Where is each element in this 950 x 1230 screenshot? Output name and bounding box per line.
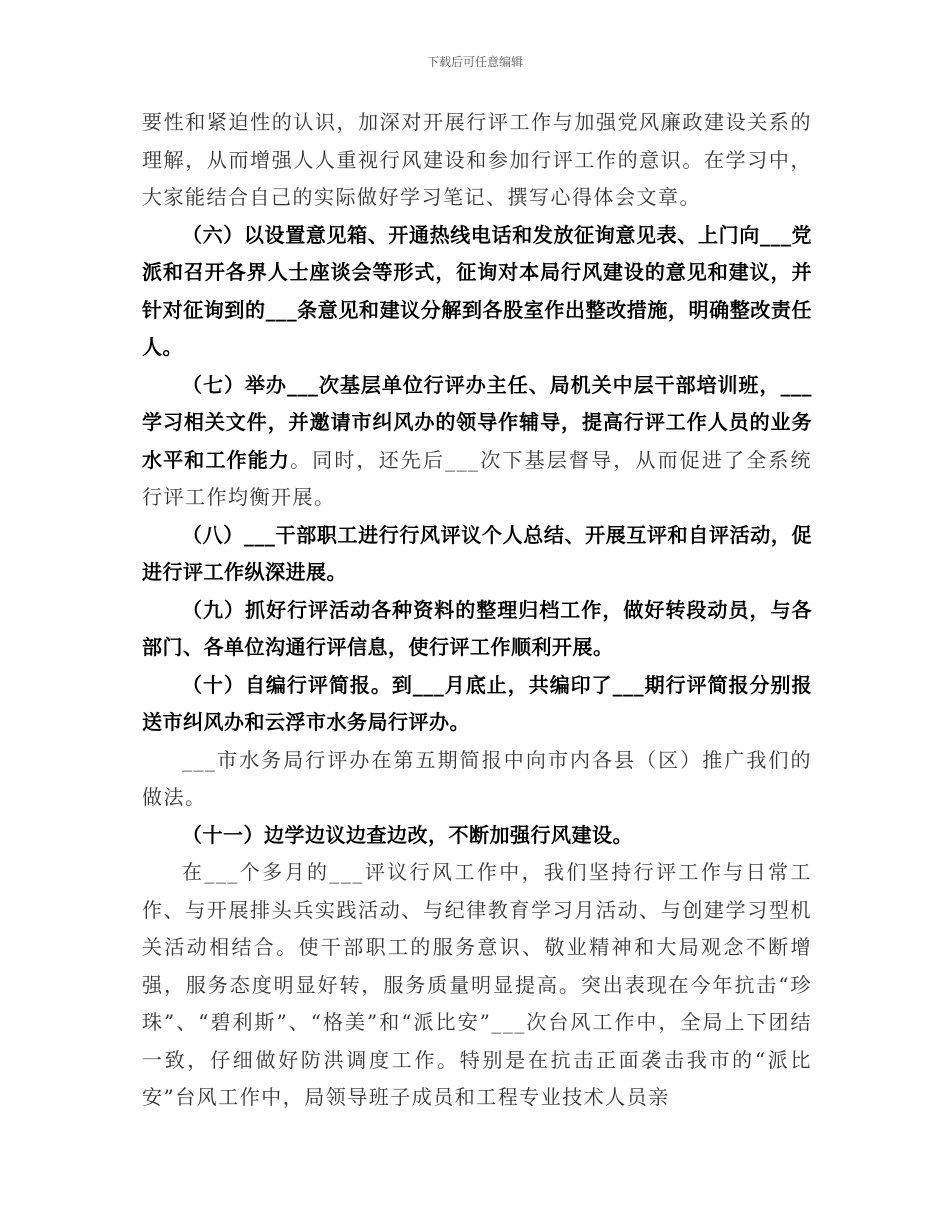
paragraph-11-text: （十一）边学边议边查边改，不断加强行风建设。 xyxy=(182,822,633,847)
paragraph-9-text: （九）抓好行评活动各种资料的整理归档工作，做好转段动员，与各部门、各单位沟通行评信息，使行评工作顺利开展。 xyxy=(142,597,812,659)
paragraph-7-normal-text: 。同时，还先后___次下基层督导，从而促进了全系统行评工作均衡开展。 xyxy=(142,447,813,509)
paragraph-6 xyxy=(142,217,812,367)
paragraph-7 xyxy=(142,367,812,517)
paragraph-10b xyxy=(142,742,812,817)
page-header: 下载后可任意编辑 xyxy=(426,55,523,69)
paragraph-8 xyxy=(142,517,812,592)
paragraph-12 xyxy=(142,854,812,1117)
paragraph-10-text: （十）自编行评简报。到___月底止，共编印了___期行评简报分别报送市纠风办和云浮市水务局行评办。 xyxy=(142,672,812,734)
paragraph-11 xyxy=(142,817,812,855)
document-body xyxy=(142,104,812,1117)
paragraph-8-text: （八）___干部职工进行行风评议个人总结、开展互评和自评活动，促进行评工作纵深进展。 xyxy=(142,522,812,584)
paragraph-10b-text: ___市水务局行评办在第五期简报中向市内各县（区）推广我们的做法。 xyxy=(142,747,812,809)
paragraph-7-bold-text: （七）举办___次基层单位行评办主任、局机关中层干部培训班，___学习相关文件，并邀请市纠风办的领导作辅导，提高行评工作人员的业务水平和工作能力 xyxy=(142,372,812,472)
paragraph-9 xyxy=(142,592,812,667)
paragraph-12-text: 在___个多月的___评议行风工作中，我们坚持行评工作与日常工作、与开展排头兵实践活动、与纪律教育学习月活动、与创建学习型机关活动相结合。使干部职工的服务意识、敬业精神和大局观念不断增强，服务态度明显好转，服务质量明显提高。突出表现在今年抗击“珍珠”、“碧利斯”、“格美”和“派比安”___次台风工作中，全局上下团结一致，仔细做好防洪调度工作。特别是在抗击正面袭击我市的“派比安”台风工作中，局领导班子成员和工程专业技术人员亲 xyxy=(142,860,812,1109)
paragraph-6-text: （六）以设置意见箱、开通热线电话和发放征询意见表、上门向___党派和召开各界人士座谈会等形式，征询对本局行风建设的意见和建议，并针对征询到的___条意见和建议分解到各股室作出整改措施，明确整改责任人。 xyxy=(142,222,812,359)
paragraph-1 xyxy=(142,104,812,217)
paragraph-10 xyxy=(142,667,812,742)
paragraph-1-text: 要性和紧迫性的认识，加深对开展行评工作与加强党风廉政建设关系的理解，从而增强人人重视行风建设和参加行评工作的意识。在学习中，大家能结合自己的实际做好学习笔记、撰写心得体会文章。 xyxy=(142,110,812,209)
